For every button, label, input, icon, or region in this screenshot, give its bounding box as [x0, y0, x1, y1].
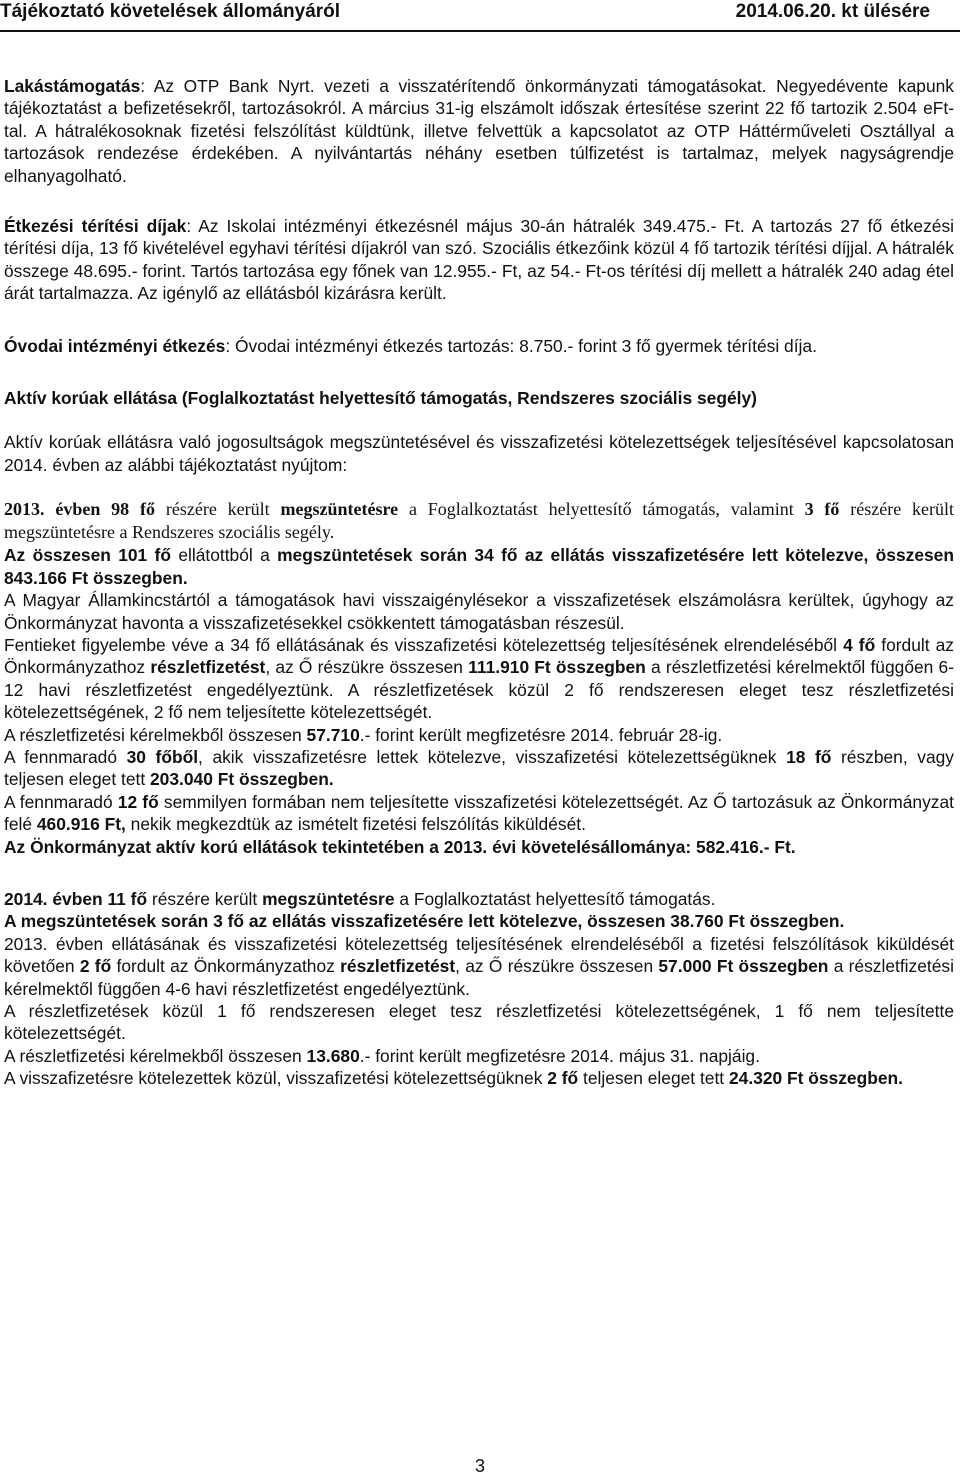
text-run: a részletfizetési kérelmektől függően 6-12 havi részletfizetést engedélyeztünk. A részletfizetések közül 2 fő rendszeresen eleget tesz részletfizetési kötelezettségének, 2 fő nem teljesítette kötelezettségét. [4, 657, 954, 723]
paragraph [4, 836, 954, 858]
text-run: a Foglalkoztatást helyettesítő támogatás. [394, 888, 716, 909]
text-run: ellátottból a [170, 545, 278, 566]
text-run: A részletfizetési kérelmekből összesen [4, 1045, 307, 1066]
paragraph-spacer [4, 305, 954, 335]
bold-text: 203.040 Ft összegben. [150, 769, 334, 790]
text-run: A Magyar Államkincstártól a támogatások havi visszaigénylésekor a visszafizetések elszámolásra kerültek, úgyhogy az Önkormányzat havonta a visszafizetésekkel csökkentett támogatásban részesül. [4, 590, 954, 633]
text-run: részére került [147, 888, 263, 909]
paragraph-spacer [4, 409, 954, 431]
text-run: fordult az Önkormányzathoz [111, 956, 341, 977]
text-run: : Óvodai intézményi étkezés tartozás: 8.750.- forint 3 fő gyermek térítési díja. [225, 335, 817, 356]
paragraph [4, 544, 954, 589]
paragraph [4, 589, 954, 634]
text-run: A visszafizetésre kötelezettek közül, visszafizetési kötelezettségüknek [4, 1068, 548, 1089]
bold-text: Az Önkormányzat aktív korú ellátások tekintetében a 2013. évi követelésállománya: 582.416.- Ft. [4, 836, 796, 857]
bold-text: Az összesen 101 fő [4, 545, 171, 566]
bold-text: 4 fő [843, 634, 876, 655]
paragraph [4, 746, 954, 791]
bold-text: 24.320 Ft összegben. [728, 1068, 903, 1089]
paragraph [4, 791, 954, 836]
paragraph [4, 431, 954, 476]
bold-text: Étkezési térítési díjak [4, 216, 187, 237]
text-run: részére került megszüntetésre a Rendszeres szociális segély. [4, 499, 955, 543]
bold-text: 111.910 Ft összegben [468, 657, 646, 678]
paragraph [4, 1045, 954, 1067]
text-run: 2013. évben ellátásának és visszafizetési kötelezettség teljesítésének elrendeléséből a fizetési felszólítások kiküldését követően [4, 933, 954, 977]
bold-text: 2014. évben 11 fő [4, 888, 148, 909]
paragraph [4, 888, 954, 910]
text-run: A részletfizetési kérelmekből összesen [4, 724, 307, 745]
text-run: : Az OTP Bank Nyrt. vezeti a visszatérítendő önkormányzati támogatásokat. Negyedévente kapunk tájékoztatást a befizetésekről, tartozásokról. A március 31-ig elszámolt időszak értesítése szerint 22 fő tartozik 2.504 eFt-tal. A hátralékosoknak fizetési felszólítást küldtünk, illetve felvettük a kapcsolatot az OTP Háttérműveleti Osztállyal a tartozások rendezése érdekében. A nyilvántartás néhány esetben túlfizetést is tartalmaz, melyek nagyságrendje elhanyagolható. [4, 76, 954, 186]
bold-text: 57.710 [306, 724, 360, 745]
bold-text: A megszüntetések során 3 fő az ellátás visszafizetésére lett kötelezve, összesen 38.760 Ft összegben. [4, 911, 845, 932]
bold-text: 2013. évben 98 fő [4, 499, 166, 520]
bold-text: részletfizetést [150, 657, 266, 678]
text-run: A részletfizetések közül 1 fő rendszeresen eleget tesz részletfizetési kötelezettségének, 1 fő nem teljesítette kötelezettségét. [4, 1001, 954, 1044]
bold-text: megszüntetésre [262, 888, 395, 909]
paragraph [4, 215, 954, 305]
text-run: részére került [165, 499, 281, 520]
page-header [0, 0, 960, 34]
text-run: A fennmaradó [4, 746, 127, 767]
paragraph [4, 335, 954, 357]
paragraph [4, 933, 954, 1000]
bold-text: 18 fő [786, 746, 832, 767]
paragraph [4, 1067, 954, 1089]
paragraph-spacer [4, 858, 954, 888]
paragraph [4, 634, 954, 724]
bold-text: 13.680 [306, 1045, 360, 1066]
header-divider [0, 30, 960, 32]
text-run: teljesen eleget tett [578, 1068, 729, 1089]
text-run: fordult az Önkormányzathoz [4, 634, 954, 678]
paragraph [4, 498, 954, 544]
paragraph [4, 910, 954, 932]
bold-text: 2 fő [79, 956, 112, 977]
text-run: Fentieket figyelembe véve a 34 fő ellátásának és visszafizetési kötelezettség teljesítésének elrendeléséből [4, 634, 844, 655]
text-run: semmilyen formában nem teljesítette visszafizetési kötelezettségét. Az Ő tartozásuk az Önkormányzat felé [4, 791, 954, 835]
bold-text: 2 fő [547, 1068, 579, 1089]
paragraph-spacer [4, 187, 954, 215]
bold-text: 3 fő [804, 499, 840, 520]
text-run: , akik visszafizetésre lettek kötelezve, visszafizetési kötelezettségüknek [198, 746, 787, 767]
text-run: a Foglalkoztatást helyettesítő támogatás, valamint [398, 499, 805, 520]
bold-text: megszüntetések során 34 fő az ellátás visszafizetésére lett kötelezve, összesen 843.166 Ft összegben. [4, 545, 954, 588]
bold-text: 30 főből [126, 746, 199, 767]
header-date: 2014.06.20. kt ülésére [735, 1, 930, 22]
paragraph [4, 387, 954, 409]
paragraph [4, 724, 954, 746]
bold-text: megszüntetésre [280, 499, 399, 520]
page-number: 3 [474, 1456, 485, 1476]
text-run: nekik megkezdtük az ismételt fizetési felszólítás kiküldését. [125, 814, 586, 835]
paragraph [4, 1000, 954, 1045]
bold-text: részletfizetést [340, 956, 456, 977]
document-body [4, 75, 954, 1090]
header-title: Tájékoztató követelések állományáról [0, 1, 341, 22]
bold-text: 460.916 Ft, [36, 814, 126, 835]
bold-text: 12 fő [117, 791, 159, 812]
paragraph-spacer [4, 476, 954, 498]
text-run: részben, vagy teljesen eleget tett [4, 746, 954, 790]
bold-text: Lakástámogatás [4, 76, 141, 96]
bold-text: 57.000 Ft összegben [658, 956, 829, 977]
text-run: : Az Iskolai intézményi étkezésnél május 30-án hátralék 349.475.- Ft. A tartozás 27 fő étkezési térítési díja, 13 fő kivételével egyhavi térítési díjakról van szó. Szociális étkezőink közül 4 fő tartozik térítési díjjal. A hátralék összege 48.695.- forint. Tartós tartozása egy főnek van 12.955.- Ft, az 54.- Ft-os térítési díj mellett a hátralék 240 adag étel árát tartalmazza. Az igénylő az ellátásból kizárásra került. [4, 216, 954, 304]
text-run: a részletfizetési kérelmektől függően 4-6 havi részletfizetést engedélyeztünk. [4, 956, 954, 999]
text-run: .- forint került megfizetésre 2014. május 31. napjáig. [359, 1045, 760, 1066]
paragraph-spacer [4, 357, 954, 387]
bold-text: Óvodai intézményi étkezés [4, 335, 226, 356]
text-run: A fennmaradó [4, 791, 118, 812]
text-run: , az Ő részükre összesen [265, 657, 469, 678]
paragraph [4, 75, 954, 187]
text-run: .- forint került megfizetésre 2014. február 28-ig. [359, 724, 723, 745]
text-run: , az Ő részükre összesen [455, 956, 659, 977]
bold-text: Aktív korúak ellátása (Foglalkoztatást helyettesítő támogatás, Rendszeres szociális segély) [4, 388, 757, 409]
text-run: Aktív korúak ellátásra való jogosultságok megszüntetésével és visszafizetési kötelezettségek teljesítésével kapcsolatosan 2014. évben az alábbi tájékoztatást nyújtom: [4, 432, 954, 475]
